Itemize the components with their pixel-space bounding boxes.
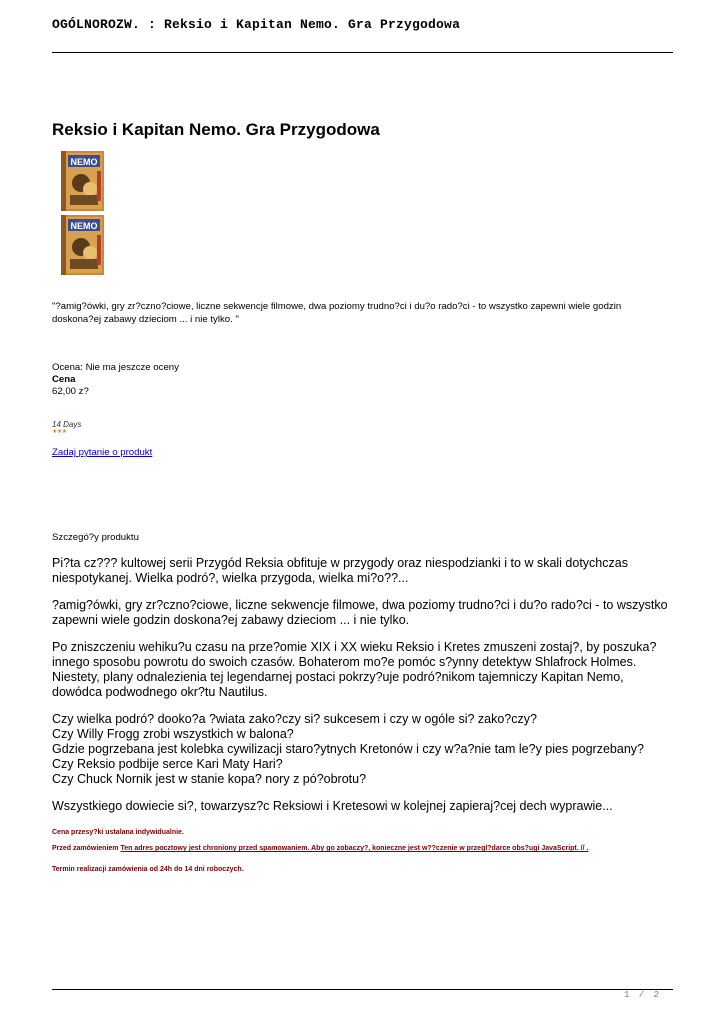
- header-divider: [52, 52, 673, 53]
- email-protected-link[interactable]: Ten adres pocztowy jest chroniony przed spamowaniem. Aby go zobaczy?, konieczne jest w??czenie w przegl?darce obs?ugi JavaScript. // .: [120, 845, 589, 852]
- product-meta: [52, 362, 179, 398]
- description-paragraph: ?amig?ówki, gry zr?czno?ciowe, liczne sekwencje filmowe, dwa poziomy trudno?ci i du?o rado?ci - to wszystko zapewni wiele godzin doskona?ej zabawy dzieciom ... i nie tylko.: [52, 598, 668, 627]
- svg-text:NEMO: NEMO: [70, 157, 98, 167]
- product-short-description: "?amig?ówki, gry zr?czno?ciowe, liczne sekwencje filmowe, dwa poziomy trudno?ci i du?o rado?ci - to wszystko zapewni wiele godzin doskona?ej zabawy dzieciom ... i nie tylko. ": [52, 301, 622, 325]
- ask-question-link[interactable]: Zadaj pytanie o produkt: [52, 447, 153, 458]
- order-notes: [52, 829, 676, 882]
- product-description: [52, 556, 676, 826]
- price-label: Cena: [52, 374, 76, 385]
- delivery-badge: 14 Days: [52, 420, 82, 429]
- footer-divider: [52, 989, 673, 990]
- description-paragraph: Wszystkiego dowiecie si?, towarzysz?c Reksiowi i Kretesowi w kolejnej zapieraj?cej dech wyprawie...: [52, 799, 613, 813]
- game-box-image: [61, 151, 104, 211]
- document-header-title: OGÓLNOROZW. : Reksio i Kapitan Nemo. Gra Przygodowa: [52, 17, 461, 32]
- order-contact-note: [52, 845, 676, 852]
- svg-text:NEMO: NEMO: [70, 221, 98, 231]
- details-heading: Szczegó?y produktu: [52, 532, 139, 543]
- delivery-stars-icon: ★★★: [52, 429, 67, 435]
- game-box-image: [61, 215, 104, 275]
- question-line: Gdzie pogrzebana jest kolebka cywilizacji staro?ytnych Kretonów i czy w?a?nie tam le?y pies pogrzebany?: [52, 742, 644, 756]
- product-image-thumbnail[interactable]: [61, 215, 104, 275]
- question-line: Czy Chuck Nornik jest w stanie kopa? nory z pó?obrotu?: [52, 772, 367, 786]
- product-title: Reksio i Kapitan Nemo. Gra Przygodowa: [52, 120, 380, 139]
- description-questions: [52, 712, 676, 787]
- description-paragraph: Po zniszczeniu wehiku?u czasu na prze?omie XIX i XX wieku Reksio i Kretes zmuszeni zostaj?, by poszuka? innego sposobu powrotu do swoich czasów. Bohaterom mo?e pomóc s?ynny detektyw Shlafrock Holmes. Niestety, plany odnalezienia tej legendarnej postaci pokrzy?uje podró?nikom tajemniczy Kapitan Nemo, dowódca podwodnego okr?tu Nautilus.: [52, 640, 657, 699]
- page-number: 1 / 2: [624, 990, 662, 1000]
- question-line: Czy wielka podró? dooko?a ?wiata zako?czy si? sukcesem i czy w ogóle si? zako?czy?: [52, 712, 537, 726]
- price-value: 62,00 z?: [52, 386, 89, 397]
- lead-time-note: Termin realizacji zamówienia od 24h do 14 dni roboczych.: [52, 866, 244, 873]
- order-note-prefix: Przed zamówieniem: [52, 845, 119, 852]
- question-line: Czy Willy Frogg zrobi wszystkich w balona?: [52, 727, 294, 741]
- question-line: Czy Reksio podbije serce Kari Maty Hari?: [52, 757, 283, 771]
- description-paragraph: Pi?ta cz??? kultowej serii Przygód Reksia obfituje w przygody oraz niespodzianki i to w skali dotychczas niespotykanej. Wielka podró?, wielka przygoda, wielka mi?o??...: [52, 556, 628, 585]
- shipping-price-note: Cena przesy?ki ustalana indywidualnie.: [52, 829, 184, 836]
- product-image[interactable]: [61, 151, 104, 211]
- rating-text: Ocena: Nie ma jeszcze oceny: [52, 362, 179, 373]
